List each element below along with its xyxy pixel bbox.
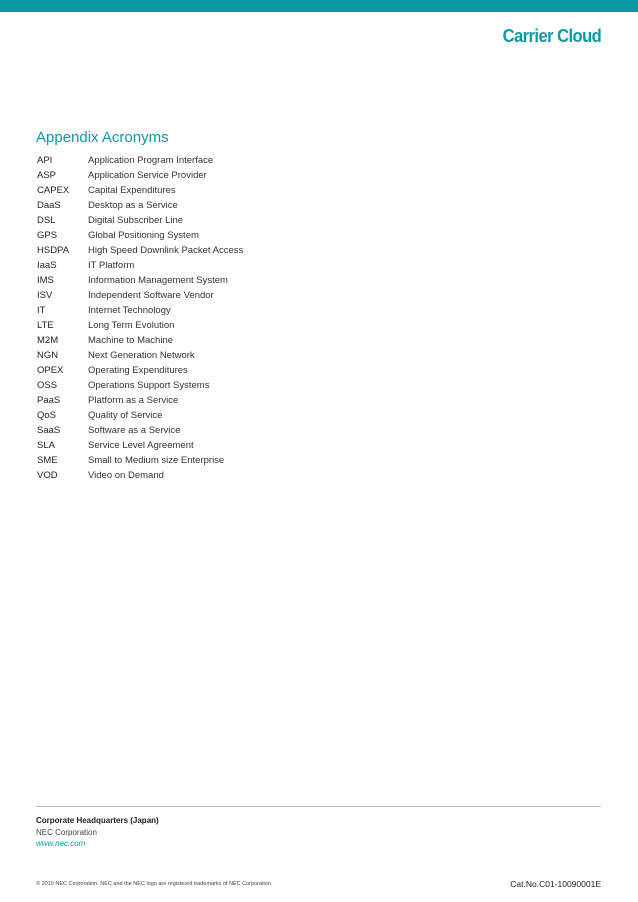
acronym-row (37, 393, 437, 408)
footer-divider (36, 806, 601, 807)
acronym-abbreviation: OPEX (37, 365, 64, 376)
acronym-row (37, 333, 437, 348)
acronym-abbreviation: ASP (37, 170, 57, 181)
acronym-abbreviation: M2M (37, 335, 59, 346)
acronym-definition: Independent Software Vendor (88, 290, 214, 301)
acronym-definition: Platform as a Service (88, 395, 179, 406)
hq-title: Corporate Headquarters (Japan) (36, 816, 159, 825)
acronym-definition: Internet Technology (88, 305, 171, 316)
acronym-definition: Small to Medium size Enterprise (88, 455, 225, 466)
acronym-definition: Software as a Service (88, 425, 181, 436)
acronym-row (37, 423, 437, 438)
acronym-abbreviation: VOD (37, 470, 58, 481)
acronym-definition: Desktop as a Service (88, 200, 178, 211)
acronym-abbreviation: API (37, 155, 53, 166)
acronym-row (37, 168, 437, 183)
acronym-abbreviation: OSS (37, 380, 58, 391)
acronym-abbreviation: SLA (37, 440, 55, 451)
acronym-abbreviation: HSDPA (37, 245, 70, 256)
acronym-abbreviation: GPS (37, 230, 58, 241)
acronym-abbreviation: QoS (37, 410, 57, 421)
acronym-row (37, 378, 437, 393)
brand-title: Carrier Cloud (502, 26, 601, 46)
acronym-row (37, 288, 437, 303)
acronym-abbreviation: NGN (37, 350, 59, 361)
acronym-definition: Digital Subscriber Line (88, 215, 184, 226)
acronym-row (37, 468, 437, 483)
acronym-definition: Service Level Agreement (88, 440, 194, 451)
acronym-row (37, 183, 437, 198)
acronym-row (37, 243, 437, 258)
acronym-row (37, 303, 437, 318)
acronym-abbreviation: IaaS (37, 260, 57, 271)
top-accent-bar (0, 0, 638, 12)
catalog-number: Cat.No.C01-10090001E (510, 879, 601, 889)
section-title: Appendix Acronyms (36, 129, 169, 146)
acronym-row (37, 408, 437, 423)
acronym-definition: Long Term Evolution (88, 320, 175, 331)
company-name: NEC Corporation (36, 828, 97, 837)
acronym-definition: Next Generation Network (88, 350, 195, 361)
acronym-definition: Global Positioning System (88, 230, 199, 241)
acronym-definition: High Speed Downlink Packet Access (88, 245, 244, 256)
acronym-definition: IT Platform (88, 260, 135, 271)
acronym-row (37, 213, 437, 228)
acronym-definition: Video on Demand (88, 470, 164, 481)
acronym-row (37, 438, 437, 453)
acronym-abbreviation: CAPEX (37, 185, 70, 196)
acronym-definition: Machine to Machine (88, 335, 174, 346)
acronym-definition: Quality of Service (88, 410, 163, 421)
acronym-abbreviation: IMS (37, 275, 54, 286)
acronym-abbreviation: DSL (37, 215, 56, 226)
acronym-definition: Application Program Interface (88, 155, 214, 166)
copyright-notice: © 2010 NEC Corporation. NEC and the NEC logo are registered trademarks of NEC Corporation. (36, 881, 273, 887)
acronym-row (37, 273, 437, 288)
acronym-abbreviation: ISV (37, 290, 53, 301)
acronym-definition: Application Service Provider (88, 170, 207, 181)
acronym-definition: Information Management System (88, 275, 228, 286)
acronym-abbreviation: DaaS (37, 200, 61, 211)
acronym-row (37, 363, 437, 378)
acronym-row (37, 318, 437, 333)
acronym-row (37, 228, 437, 243)
acronym-abbreviation: IT (37, 305, 46, 316)
acronym-row (37, 153, 437, 168)
acronym-definition: Operating Expenditures (88, 365, 188, 376)
acronym-row (37, 453, 437, 468)
acronym-abbreviation: LTE (37, 320, 54, 331)
acronym-list (37, 153, 437, 483)
company-link[interactable]: www.nec.com (36, 839, 86, 848)
acronym-abbreviation: PaaS (37, 395, 61, 406)
acronym-abbreviation: SaaS (37, 425, 61, 436)
acronym-row (37, 258, 437, 273)
acronym-definition: Capital Expenditures (88, 185, 176, 196)
acronym-row (37, 198, 437, 213)
acronym-definition: Operations Support Systems (88, 380, 210, 391)
acronym-row (37, 348, 437, 363)
acronym-abbreviation: SME (37, 455, 58, 466)
